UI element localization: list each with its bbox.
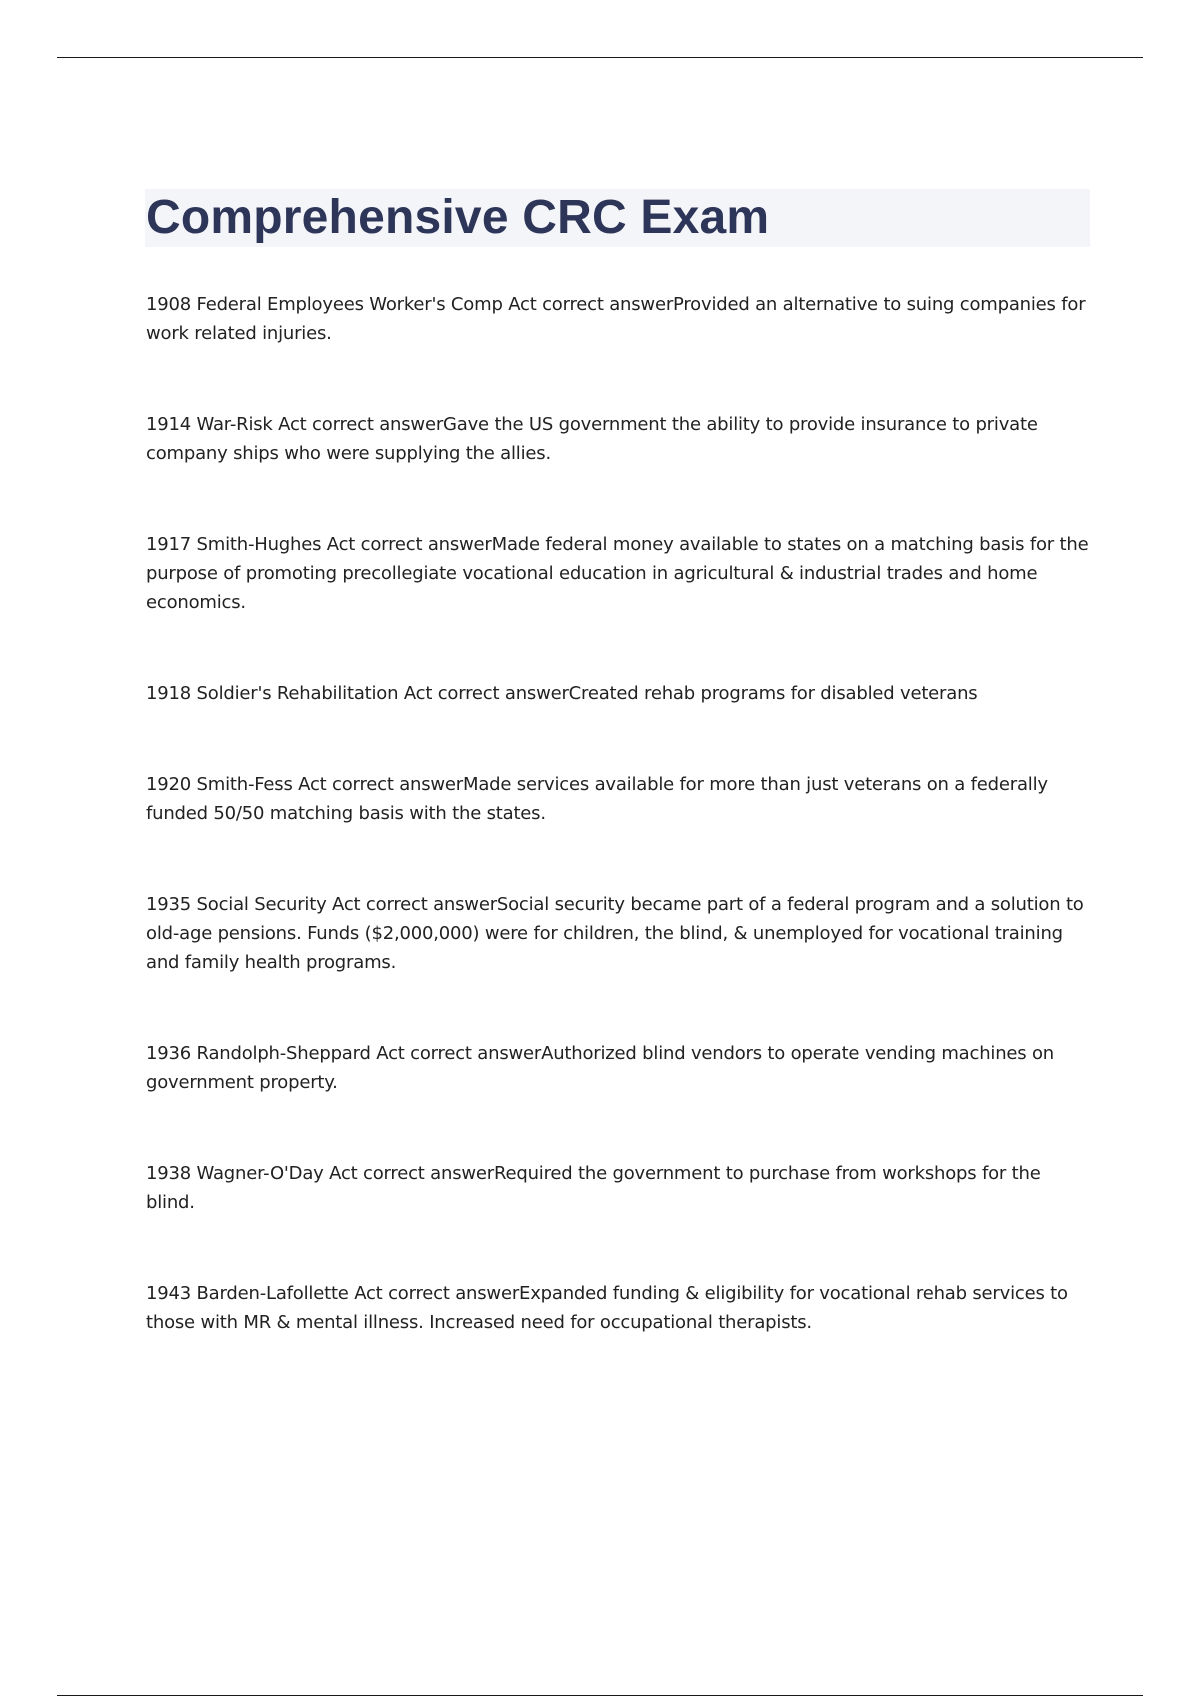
page-title: Comprehensive CRC Exam (146, 191, 770, 244)
entry-1920-smith-fess: 1920 Smith-Fess Act correct answerMade services available for more than just veterans on a federally funded 50/50 matching basis with the states. (146, 774, 1048, 824)
entry-1943-barden-lafollette: 1943 Barden-Lafollette Act correct answerExpanded funding & eligibility for vocational rehab services to those with MR & mental illness. Increased need for occupational therapists. (146, 1283, 1068, 1333)
entry-1935-social-security: 1935 Social Security Act correct answerSocial security became part of a federal program and a solution to old-age pensions. Funds ($2,000,000) were for children, the blind, & unemployed for vocational training and family health programs. (146, 894, 1084, 973)
entry-1918-soldiers-rehabilitation: 1918 Soldier's Rehabilitation Act correct answerCreated rehab programs for disabled veterans (146, 683, 978, 704)
footer-rule (57, 1695, 1143, 1696)
entry-1908-federal-employees: 1908 Federal Employees Worker's Comp Act correct answerProvided an alternative to suing companies for work related injuries. (146, 294, 1086, 344)
entry-list (146, 290, 1091, 1399)
entry-1936-randolph-sheppard: 1936 Randolph-Sheppard Act correct answerAuthorized blind vendors to operate vending machines on government property. (146, 1043, 1055, 1093)
entry-1938-wagner-oday: 1938 Wagner-O'Day Act correct answerRequired the government to purchase from workshops for the blind. (146, 1163, 1041, 1213)
entry-1914-war-risk: 1914 War-Risk Act correct answerGave the US government the ability to provide insurance to private company ships who were supplying the allies. (146, 414, 1038, 464)
entry-1917-smith-hughes: 1917 Smith-Hughes Act correct answerMade federal money available to states on a matching basis for the purpose of promoting precollegiate vocational education in agricultural & industrial trades and home economics. (146, 534, 1089, 613)
header-rule (57, 57, 1143, 58)
